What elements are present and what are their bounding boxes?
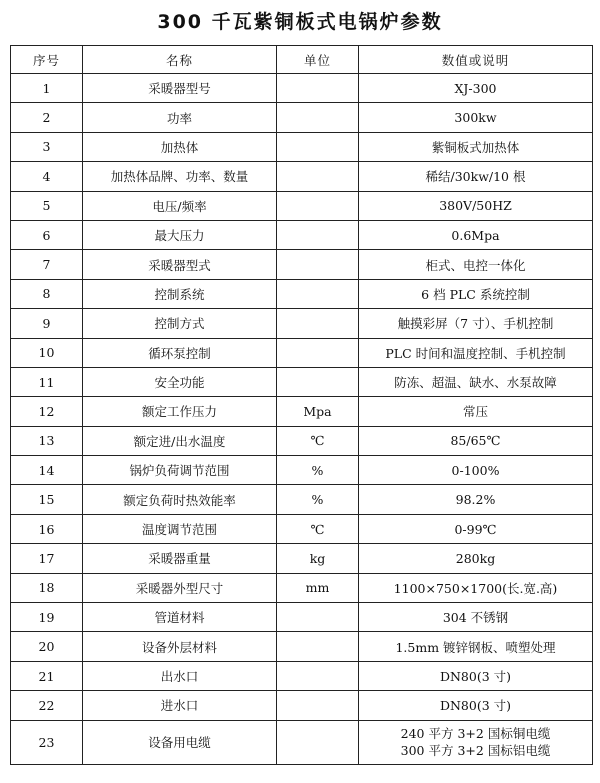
row-unit: [277, 220, 359, 249]
table-row: [11, 279, 593, 308]
row-number: 12: [11, 397, 83, 426]
table-row: [11, 544, 593, 573]
row-unit: [277, 661, 359, 690]
row-name: 锅炉负荷调节范围: [83, 456, 277, 485]
row-number: 14: [11, 456, 83, 485]
row-value: 0.6Mpa: [359, 220, 593, 249]
table-row: [11, 74, 593, 103]
row-number: 3: [11, 132, 83, 161]
row-name: 循环泵控制: [83, 338, 277, 367]
row-name: 控制系统: [83, 279, 277, 308]
table-row: [11, 514, 593, 543]
row-number: 1: [11, 74, 83, 103]
table-row: [11, 485, 593, 514]
table-row: [11, 426, 593, 455]
table-row: [11, 309, 593, 338]
row-number: 19: [11, 603, 83, 632]
row-name: 出水口: [83, 661, 277, 690]
table-row: [11, 338, 593, 367]
row-number: 4: [11, 162, 83, 191]
row-value: 稀结/30kw/10 根: [359, 162, 593, 191]
row-unit: [277, 162, 359, 191]
table-row: [11, 162, 593, 191]
row-unit: [277, 279, 359, 308]
row-value: 280kg: [359, 544, 593, 573]
row-name: 安全功能: [83, 367, 277, 396]
row-unit: Mpa: [277, 397, 359, 426]
row-unit: [277, 603, 359, 632]
row-number: 13: [11, 426, 83, 455]
row-number: 16: [11, 514, 83, 543]
row-number: 9: [11, 309, 83, 338]
table-body: [11, 74, 593, 765]
table-header-row: [11, 46, 593, 74]
row-number: 7: [11, 250, 83, 279]
row-unit: [277, 338, 359, 367]
row-name: 管道材料: [83, 603, 277, 632]
row-unit: %: [277, 485, 359, 514]
row-value: DN80(3 寸): [359, 661, 593, 690]
row-name: 最大压力: [83, 220, 277, 249]
row-name: 温度调节范围: [83, 514, 277, 543]
row-number: 21: [11, 661, 83, 690]
row-name: 采暖器重量: [83, 544, 277, 573]
row-name: 进水口: [83, 691, 277, 720]
row-unit: [277, 367, 359, 396]
row-unit: [277, 132, 359, 161]
row-number: 5: [11, 191, 83, 220]
row-name: 采暖器型号: [83, 74, 277, 103]
header-value: 数值或说明: [359, 46, 593, 74]
row-unit: [277, 250, 359, 279]
row-value: PLC 时间和温度控制、手机控制: [359, 338, 593, 367]
row-name: 功率: [83, 103, 277, 132]
row-value: 常压: [359, 397, 593, 426]
row-value: 0-100%: [359, 456, 593, 485]
row-unit: [277, 103, 359, 132]
row-value: 防冻、超温、缺水、水泵故障: [359, 367, 593, 396]
table-row: [11, 220, 593, 249]
row-value-line: 300 平方 3+2 国标铝电缆: [400, 743, 551, 759]
row-unit: [277, 720, 359, 764]
table-row: [11, 367, 593, 396]
row-unit: [277, 191, 359, 220]
row-value: 1.5mm 镀锌钢板、喷塑处理: [359, 632, 593, 661]
row-number: 6: [11, 220, 83, 249]
row-unit: [277, 691, 359, 720]
row-value: 柜式、电控一体化: [359, 250, 593, 279]
table-row: [11, 632, 593, 661]
table-row: [11, 573, 593, 602]
header-name: 名称: [83, 46, 277, 74]
row-value: XJ-300: [359, 74, 593, 103]
table-row: [11, 191, 593, 220]
row-name: 控制方式: [83, 309, 277, 338]
row-number: 22: [11, 691, 83, 720]
row-name: 加热体品牌、功率、数量: [83, 162, 277, 191]
row-value: 304 不锈钢: [359, 603, 593, 632]
table-row: [11, 397, 593, 426]
table-row: [11, 720, 593, 764]
row-number: 15: [11, 485, 83, 514]
row-name: 采暖器型式: [83, 250, 277, 279]
row-name: 采暖器外型尺寸: [83, 573, 277, 602]
row-name: 额定负荷时热效能率: [83, 485, 277, 514]
row-unit: ℃: [277, 426, 359, 455]
row-value: 300kw: [359, 103, 593, 132]
table-row: [11, 132, 593, 161]
row-name: 加热体: [83, 132, 277, 161]
table-row: [11, 103, 593, 132]
row-value: 1100×750×1700(长.宽.高): [359, 573, 593, 602]
row-value: 紫铜板式加热体: [359, 132, 593, 161]
row-number: 2: [11, 103, 83, 132]
row-unit: %: [277, 456, 359, 485]
row-name: 设备外层材料: [83, 632, 277, 661]
header-number: 序号: [11, 46, 83, 74]
row-value: [359, 720, 593, 764]
row-value: 98.2%: [359, 485, 593, 514]
row-number: 18: [11, 573, 83, 602]
row-number: 20: [11, 632, 83, 661]
row-number: 23: [11, 720, 83, 764]
document-title: 300 千瓦紫铜板式电锅炉参数: [157, 11, 443, 33]
row-number: 17: [11, 544, 83, 573]
row-unit: [277, 632, 359, 661]
row-unit: mm: [277, 573, 359, 602]
row-name: 设备用电缆: [83, 720, 277, 764]
row-unit: [277, 74, 359, 103]
row-value: 85/65℃: [359, 426, 593, 455]
row-number: 11: [11, 367, 83, 396]
table-row: [11, 250, 593, 279]
row-value: 触摸彩屏（7 寸）、手机控制: [359, 309, 593, 338]
table-row: [11, 456, 593, 485]
table-row: [11, 691, 593, 720]
row-name: 电压/频率: [83, 191, 277, 220]
row-value: 380V/50HZ: [359, 191, 593, 220]
row-value: DN80(3 寸): [359, 691, 593, 720]
spec-table: [10, 45, 593, 765]
table-row: [11, 603, 593, 632]
row-name: 额定进/出水温度: [83, 426, 277, 455]
table-row: [11, 661, 593, 690]
row-value: 6 档 PLC 系统控制: [359, 279, 593, 308]
row-value-line: 240 平方 3+2 国标铜电缆: [400, 726, 551, 742]
row-unit: kg: [277, 544, 359, 573]
row-value: 0-99℃: [359, 514, 593, 543]
row-name: 额定工作压力: [83, 397, 277, 426]
header-unit: 单位: [277, 46, 359, 74]
row-unit: ℃: [277, 514, 359, 543]
row-number: 10: [11, 338, 83, 367]
row-number: 8: [11, 279, 83, 308]
row-unit: [277, 309, 359, 338]
